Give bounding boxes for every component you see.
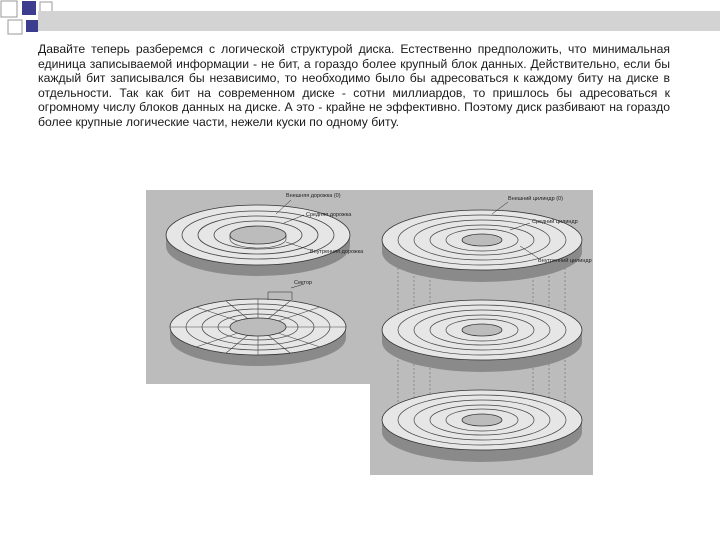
label-middle-track: Средняя дорожка: [306, 212, 352, 218]
platter-middle: [382, 300, 582, 372]
disk-sectors: [170, 299, 346, 366]
label-inner-track: Внутренняя дорожка: [310, 249, 364, 255]
label-outer-cylinder: Внешний цилиндр (0): [508, 196, 563, 202]
figure-disk-cylinders: [370, 190, 593, 475]
label-inner-cylinder: Внутренний цилиндр: [538, 258, 592, 264]
label-sector: Сектор: [294, 280, 313, 286]
label-outer-track: Внешняя дорожка (0): [286, 193, 341, 199]
figure-disk-tracks-sectors: [146, 190, 370, 384]
header-bar: [38, 11, 720, 31]
platter-bottom: [382, 390, 582, 462]
label-middle-cylinder: Средний цилиндр: [532, 219, 578, 225]
slide-paragraph: Давайте теперь разберемся с логической структурой диска. Естественно предположить, что минимальная единица записываемой информации - не бит, а гораздо более крупный блок данных. Действительно, если бы каждый бит записывался бы независимо, то необходимо было бы адресоваться к каждому биту на диске в отдельности. Так как бит на современном диске - сотни миллиардов, то пришлось бы адресоваться к огромному числу блоков данных на диске. А это - крайне не эффективно. Поэтому диск разбивают на гораздо более крупные логические части, нежели куски по одному биту.: [38, 42, 670, 129]
